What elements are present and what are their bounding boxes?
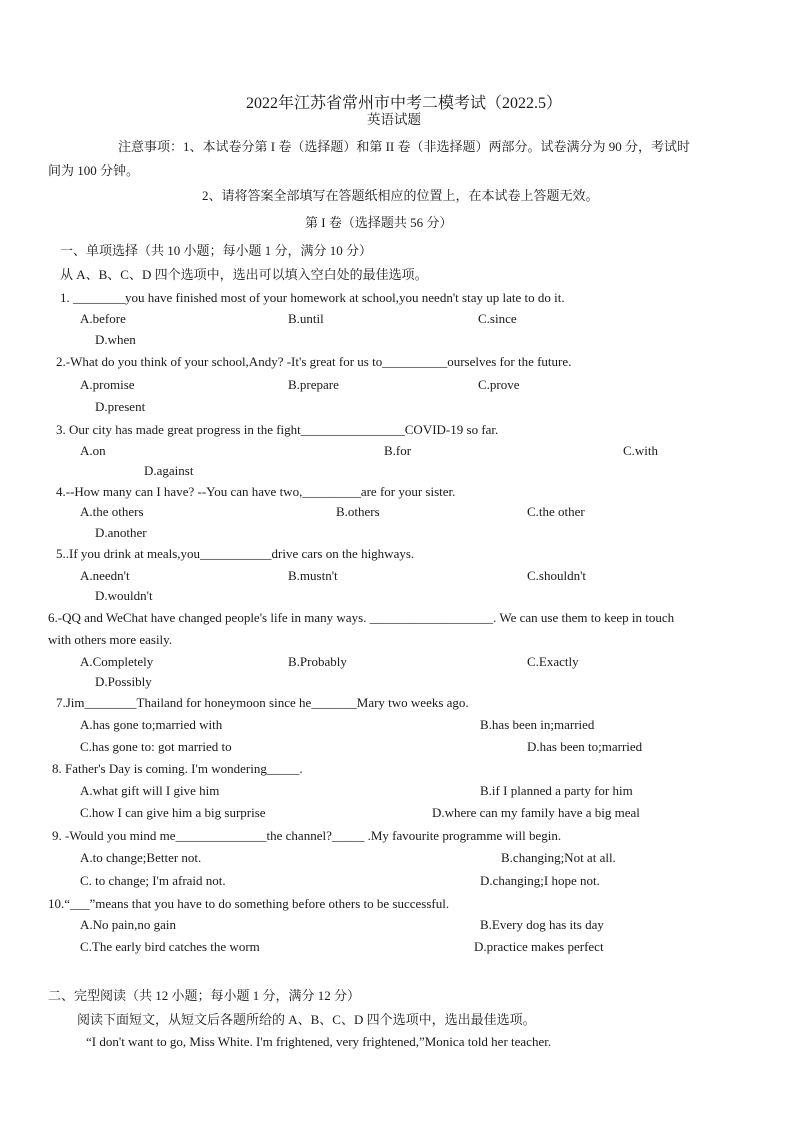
question-stem: 8. Father's Day is coming. I'm wondering_____. xyxy=(52,761,303,776)
exam-subtitle: 英语试题 xyxy=(367,112,421,127)
option-d: D.wouldn't xyxy=(95,588,153,603)
question-stem: 5..If you drink at meals,you___________drive cars on the highways. xyxy=(56,546,415,561)
section-instruction: 从 A、B、C、D 四个选项中，选出可以填入空白处的最佳选项。 xyxy=(60,267,428,282)
option-c: C.The early bird catches the worm xyxy=(80,939,260,954)
section-heading: 二、完型阅读（共 12 小题；每小题 1 分，满分 12 分） xyxy=(48,988,361,1003)
option-c: C.has gone to: got married to xyxy=(80,739,232,754)
question-stem: 7.Jim________Thailand for honeymoon since he_______Mary two weeks ago. xyxy=(56,695,469,710)
exam-title: 2022年江苏省常州市中考二模考试（2022.5） xyxy=(246,95,563,112)
option-c: C.how I can give him a big surprise xyxy=(80,805,266,820)
question-stem: 1. ________you have finished most of your homework at school,you needn't stay up late to do it. xyxy=(60,290,565,305)
option-c: C.with xyxy=(623,443,659,458)
option-b: B.mustn't xyxy=(288,568,338,583)
option-b: B.until xyxy=(288,311,324,326)
option-d: D.has been to;married xyxy=(527,739,643,754)
option-a: A.before xyxy=(80,311,126,326)
option-b: B.prepare xyxy=(288,377,339,392)
option-d: D.against xyxy=(144,463,194,478)
part-one-heading: 第 I 卷（选择题共 56 分） xyxy=(305,215,453,230)
question-stem-continued: with others more easily. xyxy=(48,632,173,647)
question-stem: 4.--How many can I have? --You can have two,_________are for your sister. xyxy=(56,484,456,499)
question-stem: 10.“___”means that you have to do something before others to be successful. xyxy=(48,896,450,911)
option-c: C.since xyxy=(478,311,517,326)
notice-item-2: 2、请将答案全部填写在答题纸相应的位置上，在本试卷上答题无效。 xyxy=(202,188,599,203)
option-c: C.the other xyxy=(527,504,585,519)
option-c: C. to change; I'm afraid not. xyxy=(80,873,226,888)
option-c: C.shouldn't xyxy=(527,568,587,583)
question-stem: 9. -Would you mind me______________the channel?_____ .My favourite programme will begin. xyxy=(52,828,562,843)
notice-line-1: 注意事项：1、本试卷分第 I 卷（选择题）和第 II 卷（非选择题）两部分。试卷满分为 90 分，考试时 xyxy=(118,139,690,154)
option-d: D.another xyxy=(95,525,147,540)
option-c: C.Exactly xyxy=(527,654,579,669)
option-b: B.has been in;married xyxy=(480,717,595,732)
option-a: A.has gone to;married with xyxy=(80,717,223,732)
option-d: D.practice makes perfect xyxy=(474,939,604,954)
option-a: A.needn't xyxy=(80,568,130,583)
option-d: D.present xyxy=(95,399,146,414)
option-a: A.No pain,no gain xyxy=(80,917,177,932)
option-d: D.where can my family have a big meal xyxy=(432,805,640,820)
option-d: D.Possibly xyxy=(95,674,152,689)
option-b: B.Every dog has its day xyxy=(480,917,604,932)
option-a: A.what gift will I give him xyxy=(80,783,220,798)
question-stem: 6.-QQ and WeChat have changed people's life in many ways. ___________________. We can use them to keep in touch xyxy=(48,610,675,625)
option-a: A.the others xyxy=(80,504,144,519)
option-d: D.when xyxy=(95,332,136,347)
option-c: C.prove xyxy=(478,377,520,392)
option-b: B.Probably xyxy=(288,654,347,669)
option-d: D.changing;I hope not. xyxy=(480,873,600,888)
question-stem: 2.-What do you think of your school,Andy? -It's great for us to__________ourselves for the future. xyxy=(56,354,572,369)
option-a: A.Completely xyxy=(80,654,154,669)
option-a: A.on xyxy=(80,443,106,458)
section-heading: 一、单项选择（共 10 小题；每小题 1 分，满分 10 分） xyxy=(60,243,373,258)
section-instruction: 阅读下面短文，从短文后各题所给的 A、B、C、D 四个选项中，选出最佳选项。 xyxy=(77,1012,536,1027)
question-stem: 3. Our city has made great progress in the fight________________COVID-19 so far. xyxy=(56,422,499,437)
option-b: B.changing;Not at all. xyxy=(501,850,616,865)
option-b: B.for xyxy=(384,443,412,458)
option-b: B.others xyxy=(336,504,380,519)
option-a: A.promise xyxy=(80,377,135,392)
option-a: A.to change;Better not. xyxy=(80,850,202,865)
notice-line-2: 间为 100 分钟。 xyxy=(48,163,140,178)
passage-first-line: “I don't want to go, Miss White. I'm frightened, very frightened,”Monica told her teacher. xyxy=(86,1034,552,1049)
option-b: B.if I planned a party for him xyxy=(480,783,633,798)
